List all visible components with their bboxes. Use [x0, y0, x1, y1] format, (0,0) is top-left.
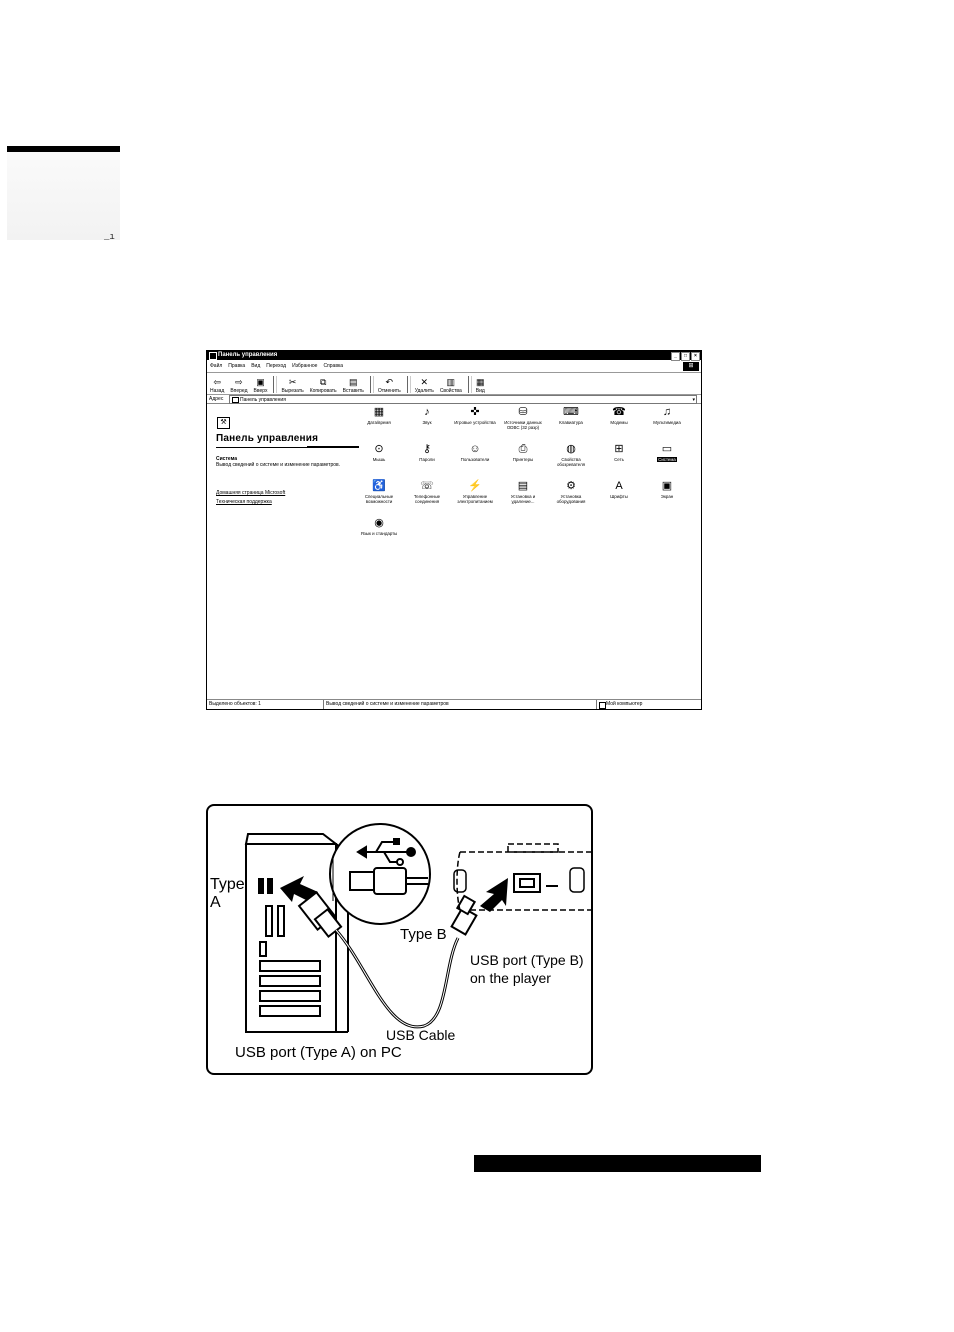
page-corner-mark: _ı — [104, 232, 115, 242]
control-panel-item[interactable] — [451, 406, 499, 425]
player-usb-port-b — [514, 874, 558, 892]
menu-go[interactable]: Переход — [266, 363, 287, 369]
control-panel-item-label: Клавиатура — [559, 420, 583, 425]
minimize-button[interactable]: _ — [671, 352, 680, 361]
hardware-icon: ⚙ — [566, 480, 576, 492]
paste-button[interactable]: ▤ Вставить — [342, 377, 364, 394]
control-panel-item[interactable] — [355, 480, 403, 504]
view-icon: ▦ — [476, 377, 485, 387]
display-icon: ▣ — [661, 480, 673, 492]
properties-icon: ▥ — [446, 377, 456, 387]
address-field[interactable] — [229, 395, 697, 404]
control-panel-item-label: Свойства обозревателя — [556, 457, 586, 467]
usb-port-a — [258, 878, 273, 894]
toolbar-separator — [273, 376, 277, 393]
address-bar — [207, 395, 701, 404]
address-label: Адрес — [209, 396, 224, 402]
globe-icon: ◍ — [566, 443, 576, 455]
window-titlebar — [207, 351, 701, 360]
maximize-button[interactable]: □ — [681, 352, 690, 361]
properties-button[interactable]: ▥ Свойства — [439, 377, 462, 394]
control-panel-item[interactable] — [403, 480, 451, 504]
control-panel-item[interactable] — [499, 443, 547, 462]
multimedia-icon: ♫ — [662, 406, 672, 418]
control-panel-item-label: Модемы — [610, 420, 628, 425]
close-button[interactable]: × — [691, 352, 700, 361]
fonts-icon: A — [615, 480, 623, 492]
cut-button[interactable]: ✂ Вырезать — [281, 377, 304, 394]
control-panel-item-label: Пользователи — [460, 457, 490, 462]
undo-icon: ↶ — [385, 377, 394, 387]
window-app-icon — [209, 352, 217, 360]
usb-connection-diagram — [206, 804, 593, 1075]
control-panel-item-label: Система — [658, 457, 676, 462]
control-panel-item-label: Источники данных ODBC (32 разр) — [504, 420, 542, 430]
web-view-pane — [207, 404, 355, 694]
player-device — [457, 844, 591, 910]
usb-cable-label: USB Cable — [386, 1027, 456, 1043]
control-panel-item[interactable] — [595, 443, 643, 462]
delete-button[interactable]: ✕ Удалить — [414, 377, 434, 394]
control-panel-item-label: Принтеры — [512, 457, 534, 462]
control-panel-icon: ⚒ — [217, 417, 230, 429]
delete-icon: ✕ — [420, 377, 429, 387]
status-selected-count: Выделено объектов: 1 — [208, 700, 324, 709]
menu-bar — [207, 361, 701, 373]
status-description: Вывод сведений о системе и изменение параметров — [324, 700, 597, 709]
toolbar-separator — [370, 376, 374, 393]
microsoft-home-link[interactable]: Домашняя страница Microsoft — [216, 490, 286, 496]
control-panel-item[interactable] — [403, 443, 451, 462]
copy-button[interactable]: ⧉ Копировать — [309, 377, 337, 394]
forward-button[interactable]: ⇨ Вперед — [230, 377, 248, 394]
windows-logo-icon: ⊞ — [683, 362, 699, 371]
control-panel-item[interactable] — [643, 480, 691, 499]
control-panel-item-label: Установка и удаление... — [510, 494, 536, 504]
control-panel-window — [206, 350, 702, 710]
control-panel-item[interactable] — [547, 480, 595, 504]
control-panel-item-label: Пароли — [419, 457, 435, 462]
computer-icon: ▭ — [661, 443, 673, 455]
copy-icon: ⧉ — [319, 377, 327, 387]
forward-arrow-icon: ⇨ — [235, 377, 243, 387]
paste-icon: ▤ — [349, 377, 358, 387]
up-folder-icon: ▣ — [256, 377, 265, 387]
control-panel-item[interactable] — [403, 406, 451, 425]
pane-title: Панель управления — [216, 433, 319, 444]
clock-icon: ▦ — [373, 406, 385, 418]
header-shade-block — [7, 152, 120, 240]
control-panel-item[interactable] — [355, 443, 403, 462]
control-panel-item-label: Шрифты — [610, 494, 628, 499]
usb-port-b-label: USB port (Type B) on the player — [470, 952, 584, 986]
view-button[interactable]: ▦ Вид — [475, 377, 485, 394]
selected-item-name: Система — [216, 456, 238, 462]
keyboard-icon: ⌨ — [563, 406, 579, 418]
status-location: Мой компьютер — [606, 701, 643, 707]
toolbar-separator — [407, 376, 411, 393]
phone-icon: ☏ — [420, 480, 434, 492]
control-panel-item[interactable] — [451, 443, 499, 462]
usb-port-a-label: USB port (Type A) on PC — [235, 1044, 402, 1061]
toolbar-separator — [468, 376, 472, 393]
control-panel-item[interactable] — [355, 406, 403, 425]
page-footer-bar — [474, 1155, 761, 1172]
keys-icon: ⚷ — [422, 443, 432, 455]
control-panel-item-label: Установка оборудования — [556, 494, 586, 504]
install-icon: ▤ — [517, 480, 529, 492]
back-arrow-icon: ⇦ — [213, 377, 221, 387]
control-panel-item-label: Дата/время — [367, 420, 391, 425]
menu-file[interactable]: Файл — [210, 363, 223, 369]
status-bar — [207, 699, 701, 709]
control-panel-item-label: Телефонные соединения — [413, 494, 441, 504]
folder-icon — [232, 397, 239, 403]
tech-support-link[interactable]: Техническая поддержка — [216, 499, 272, 505]
control-panel-item-label: Экран — [660, 494, 674, 499]
usb-plug-b — [452, 896, 477, 935]
control-panel-item[interactable] — [499, 480, 547, 504]
printer-icon: ⎙ — [518, 443, 528, 455]
control-panel-item-label: Игровые устройства — [454, 420, 496, 425]
control-panel-item[interactable] — [451, 480, 499, 504]
control-panel-item[interactable] — [547, 443, 595, 467]
control-panel-item-label: Управление электропитанием — [457, 494, 493, 504]
modem-icon: ☎ — [612, 406, 626, 418]
joystick-icon: ✜ — [470, 406, 480, 418]
back-button[interactable]: ⇦ Назад — [210, 377, 225, 394]
usb-port-zoom-circle — [330, 824, 430, 924]
control-panel-item-label: Язык и стандарты — [360, 531, 398, 536]
power-icon: ⚡ — [468, 480, 482, 492]
regional-icon: ◉ — [374, 517, 384, 529]
undo-button[interactable]: ↶ Отменить — [377, 377, 401, 394]
menu-view[interactable]: Вид — [251, 363, 261, 369]
control-panel-item[interactable] — [499, 406, 547, 430]
menu-edit[interactable]: Правка — [228, 363, 246, 369]
chevron-down-icon[interactable]: ▾ — [692, 397, 695, 403]
up-button[interactable]: ▣ Вверх — [253, 377, 268, 394]
mouse-icon: ⊙ — [374, 443, 384, 455]
control-panel-item-label: Звук — [422, 420, 432, 425]
control-panel-item[interactable] — [595, 480, 643, 499]
pane-divider-accent — [307, 446, 359, 448]
selected-item-description: Вывод сведений о системе и изменение параметров. — [216, 462, 341, 468]
network-icon: ⊞ — [614, 443, 624, 455]
control-panel-item[interactable] — [355, 517, 403, 536]
window-title: Панель управления — [218, 352, 278, 358]
accessibility-icon: ♿ — [372, 480, 386, 492]
toolbar — [207, 373, 701, 395]
type-b-label: Type B — [400, 926, 447, 943]
cut-icon: ✂ — [288, 377, 297, 387]
database-icon: ⛁ — [518, 406, 528, 418]
control-panel-item-label: Мультимедиа — [653, 420, 681, 425]
control-panel-item[interactable] — [547, 406, 595, 425]
control-panel-item[interactable] — [643, 406, 691, 425]
control-panel-item-label: Специальные возможности — [364, 494, 394, 504]
control-panel-item-label: Сеть — [614, 457, 624, 462]
control-panel-item-label: Мышь — [372, 457, 386, 462]
insert-arrow-b — [480, 878, 508, 912]
control-panel-item[interactable] — [643, 443, 691, 462]
menu-help[interactable]: Справка — [323, 363, 344, 369]
address-value: Панель управления — [240, 397, 286, 403]
type-a-label: Type A — [210, 876, 245, 911]
menu-favorites[interactable]: Избранное — [292, 363, 318, 369]
control-panel-item[interactable] — [595, 406, 643, 425]
sound-icon: ♪ — [424, 406, 430, 418]
usb-cable — [336, 930, 458, 1027]
users-icon: ☺ — [469, 443, 481, 455]
